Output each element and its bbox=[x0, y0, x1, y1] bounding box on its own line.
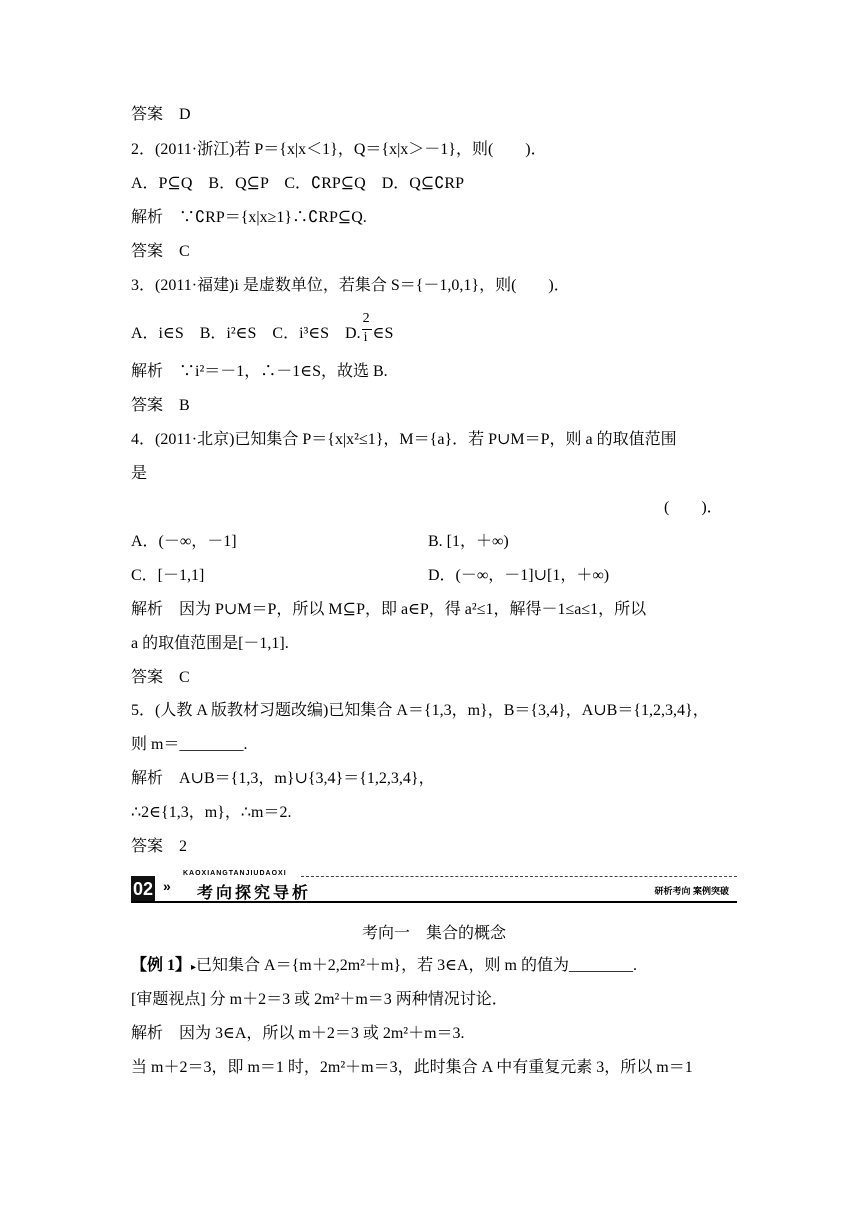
review-viewpoint: [审题视点] 分 m＋2＝3 或 2m²＋m＝3 两种情况讨论． bbox=[131, 991, 508, 1008]
answer-4: 答案 C bbox=[131, 669, 190, 686]
banner-title: 考向探究导析 bbox=[197, 885, 312, 902]
analysis-2: 解析 ∵∁RP＝{x|x≥1}∴∁RP⊆Q. bbox=[131, 209, 367, 226]
question-4-option-b: B. [1，＋∞) bbox=[428, 533, 509, 550]
analysis-4-cont: a 的取值范围是[－1,1]. bbox=[131, 635, 289, 652]
question-4-option-c: C．[－1,1] bbox=[131, 567, 205, 584]
banner-rule bbox=[131, 901, 737, 903]
banner-right-text: 研析考向 案例突破 bbox=[654, 886, 729, 896]
question-4-option-d: D．(－∞，－1]∪[1，＋∞) bbox=[428, 567, 610, 584]
example-1-text: 已知集合 A＝{m＋2,2m²＋m}，若 3∈A，则 m 的值为________. bbox=[196, 957, 637, 974]
question-2-options: A．P⊆Q B．Q⊆P C．∁RP⊆Q D．Q⊆∁RP bbox=[131, 175, 465, 192]
analysis-example-1: 解析 因为 3∈A，所以 m＋2＝3 或 2m²＋m＝3. bbox=[131, 1025, 465, 1042]
triangle-icon: ▸ bbox=[191, 962, 197, 973]
example-1-label: 【例 1】 bbox=[131, 957, 192, 974]
question-4-cont: 是 bbox=[131, 465, 148, 482]
fraction-numerator: 2 bbox=[362, 311, 370, 326]
analysis-example-1-cont: 当 m＋2＝3，即 m＝1 时，2m²＋m＝3，此时集合 A 中有重复元素 3，所以 m＝1 bbox=[131, 1059, 693, 1076]
question-4-blank: ( )． bbox=[664, 499, 723, 516]
section-banner bbox=[131, 870, 737, 904]
analysis-3: 解析 ∵i²＝－1，∴－1∈S，故选 B. bbox=[131, 363, 388, 380]
question-3-options-text: A．i∈S B．i²∈S C．i³∈S D. bbox=[131, 325, 361, 342]
question-3-option-d-tail: ∈S bbox=[372, 325, 394, 342]
question-2: 2．(2011·浙江)若 P＝{x|x＜1}，Q＝{x|x＞－1}，则( )． bbox=[131, 141, 547, 158]
question-4-option-a: A．(－∞，－1] bbox=[131, 533, 237, 550]
question-3-options bbox=[131, 311, 394, 345]
question-3: 3．(2011·福建)i 是虚数单位，若集合 S＝{－1,0,1}，则( )． bbox=[131, 277, 570, 294]
analysis-4: 解析 因为 P∪M＝P，所以 M⊆P，即 a∈P，得 a²≤1，解得－1≤a≤1，所以 bbox=[131, 601, 647, 618]
section-title: 考向一 集合的概念 bbox=[361, 925, 506, 942]
banner-pinyin: KAOXIANGTANJIUDAOXI bbox=[183, 870, 287, 877]
answer-2: 答案 C bbox=[131, 243, 190, 260]
question-5: 5．(人教 A 版教材习题改编)已知集合 A＝{1,3，m}，B＝{3,4}，A∪B＝{1,2,3,4}， bbox=[131, 702, 709, 719]
chevron-right-icon: » bbox=[163, 878, 171, 894]
fraction-2-over-i bbox=[361, 311, 373, 345]
question-4: 4．(2011·北京)已知集合 P＝{x|x²≤1}，M＝{a}．若 P∪M＝P，则 a 的取值范围 bbox=[131, 431, 677, 448]
fraction-denominator: i bbox=[363, 330, 368, 345]
analysis-5: 解析 A∪B＝{1,3，m}∪{3,4}＝{1,2,3,4}， bbox=[131, 770, 435, 787]
answer-5: 答案 2 bbox=[131, 838, 188, 855]
banner-number: 02 bbox=[131, 876, 155, 902]
banner-dashed-line bbox=[301, 876, 737, 877]
question-5-cont: 则 m＝________. bbox=[131, 736, 248, 753]
answer-3: 答案 B bbox=[131, 397, 190, 414]
answer-1: 答案 D bbox=[131, 106, 191, 123]
analysis-5-cont: ∴2∈{1,3，m}，∴m＝2. bbox=[131, 804, 292, 821]
example-1 bbox=[131, 956, 637, 978]
